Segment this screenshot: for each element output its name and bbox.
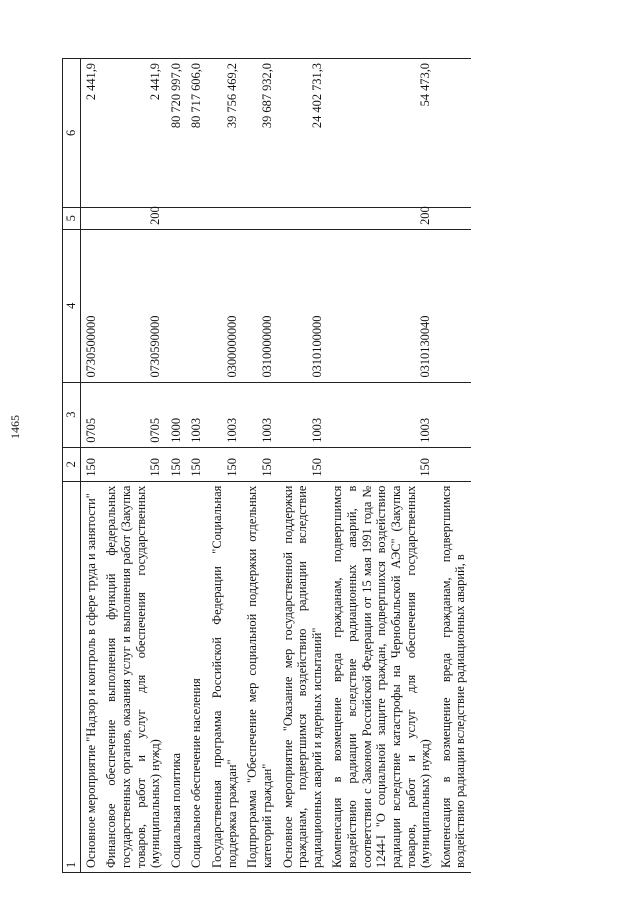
- table-row: [242, 59, 277, 873]
- row-name: Социальное обеспечение населения: [186, 481, 207, 872]
- row-name: Государственная программа Российской Федерации "Социальная поддержка граждан": [207, 481, 242, 872]
- row-amount: 39 756 469,2: [207, 59, 242, 208]
- row-amount: 2 441,9: [80, 59, 101, 208]
- table-row: [207, 59, 242, 873]
- row-type: [80, 207, 101, 229]
- row-ministry: 150: [166, 447, 187, 481]
- row-type: [166, 207, 187, 229]
- row-section: 0705: [101, 382, 166, 447]
- row-target: 0310130040: [327, 229, 435, 382]
- row-ministry: 150: [80, 447, 101, 481]
- row-amount: 2 441,9: [101, 59, 166, 208]
- budget-table: [62, 58, 471, 873]
- row-amount: 80 717 606,0: [186, 59, 207, 208]
- rotated-page: [62, 58, 554, 873]
- row-ministry: [436, 447, 471, 481]
- row-ministry: 150: [327, 447, 435, 481]
- row-ministry: 150: [207, 447, 242, 481]
- row-ministry: 150: [186, 447, 207, 481]
- table-row: [327, 59, 435, 873]
- row-name: Финансовое обеспечение выполнения функций федеральных государственных органов, оказания услуг и выполнения работ (Закупка товаров, работ и услуг для обеспечения государственных (муниципальных) нужд): [101, 481, 166, 872]
- row-type: [207, 207, 242, 229]
- row-ministry: 150: [242, 447, 277, 481]
- table-row: [186, 59, 207, 873]
- row-amount: [436, 59, 471, 208]
- row-section: 1000: [166, 382, 187, 447]
- row-name: Основное мероприятие "Надзор и контроль в сфере труда и занятости": [80, 481, 101, 872]
- row-name: Основное мероприятие "Оказание мер государственной поддержки гражданам, подвергшимся воздействию радиации вследствие радиационных аварий и ядерных испытаний": [278, 481, 328, 872]
- row-section: 1003: [327, 382, 435, 447]
- row-name: Компенсация в возмещение вреда гражданам, подвергшимся воздействию радиации вследствие радиационных аварий, в: [436, 481, 471, 872]
- row-type: [186, 207, 207, 229]
- row-type: [278, 207, 328, 229]
- page-number: 1465: [8, 415, 22, 439]
- row-type: [436, 207, 471, 229]
- row-target: 0310100000: [278, 229, 328, 382]
- table-row: [166, 59, 187, 873]
- col-header-2: 2: [63, 447, 81, 481]
- table-row: [101, 59, 166, 873]
- row-section: 1003: [207, 382, 242, 447]
- col-header-5: 5: [63, 207, 81, 229]
- row-type: 200: [101, 207, 166, 229]
- row-section: 1003: [242, 382, 277, 447]
- row-target: 0730500000: [80, 229, 101, 382]
- row-target: 0730590000: [101, 229, 166, 382]
- row-target: 0310000000: [242, 229, 277, 382]
- row-amount: 54 473,0: [327, 59, 435, 208]
- row-amount: 24 402 731,3: [278, 59, 328, 208]
- row-name: Компенсация в возмещение вреда гражданам, подвергшимся воздействию радиации вследствие радиационных аварий, в соответствии с Законом Российской Федерации от 15 мая 1991 года № 1244-I "О социальной защите граждан, подвергшихся воздействию радиации вследствие катастрофы на Чернобыльской АЭС" (Закупка товаров, работ и услуг для обеспечения государственных (муниципальных) нужд): [327, 481, 435, 872]
- row-type: [242, 207, 277, 229]
- row-section: 0705: [80, 382, 101, 447]
- row-name: Социальная политика: [166, 481, 187, 872]
- row-target: [166, 229, 187, 382]
- col-header-4: 4: [63, 229, 81, 382]
- table-row: [80, 59, 101, 873]
- col-header-6: 6: [63, 59, 81, 208]
- row-ministry: 150: [278, 447, 328, 481]
- row-target: [436, 229, 471, 382]
- table-row: [436, 59, 471, 873]
- col-header-1: 1: [63, 481, 81, 872]
- row-section: 1003: [186, 382, 207, 447]
- row-amount: 80 720 997,0: [166, 59, 187, 208]
- row-type: 200: [327, 207, 435, 229]
- row-amount: 39 687 932,0: [242, 59, 277, 208]
- header-row: [63, 59, 81, 873]
- row-ministry: 150: [101, 447, 166, 481]
- row-section: [436, 382, 471, 447]
- col-header-3: 3: [63, 382, 81, 447]
- row-section: 1003: [278, 382, 328, 447]
- row-target: 0300000000: [207, 229, 242, 382]
- row-name: Подпрограмма "Обеспечение мер социальной поддержки отдельных категорий граждан": [242, 481, 277, 872]
- table-row: [278, 59, 328, 873]
- row-target: [186, 229, 207, 382]
